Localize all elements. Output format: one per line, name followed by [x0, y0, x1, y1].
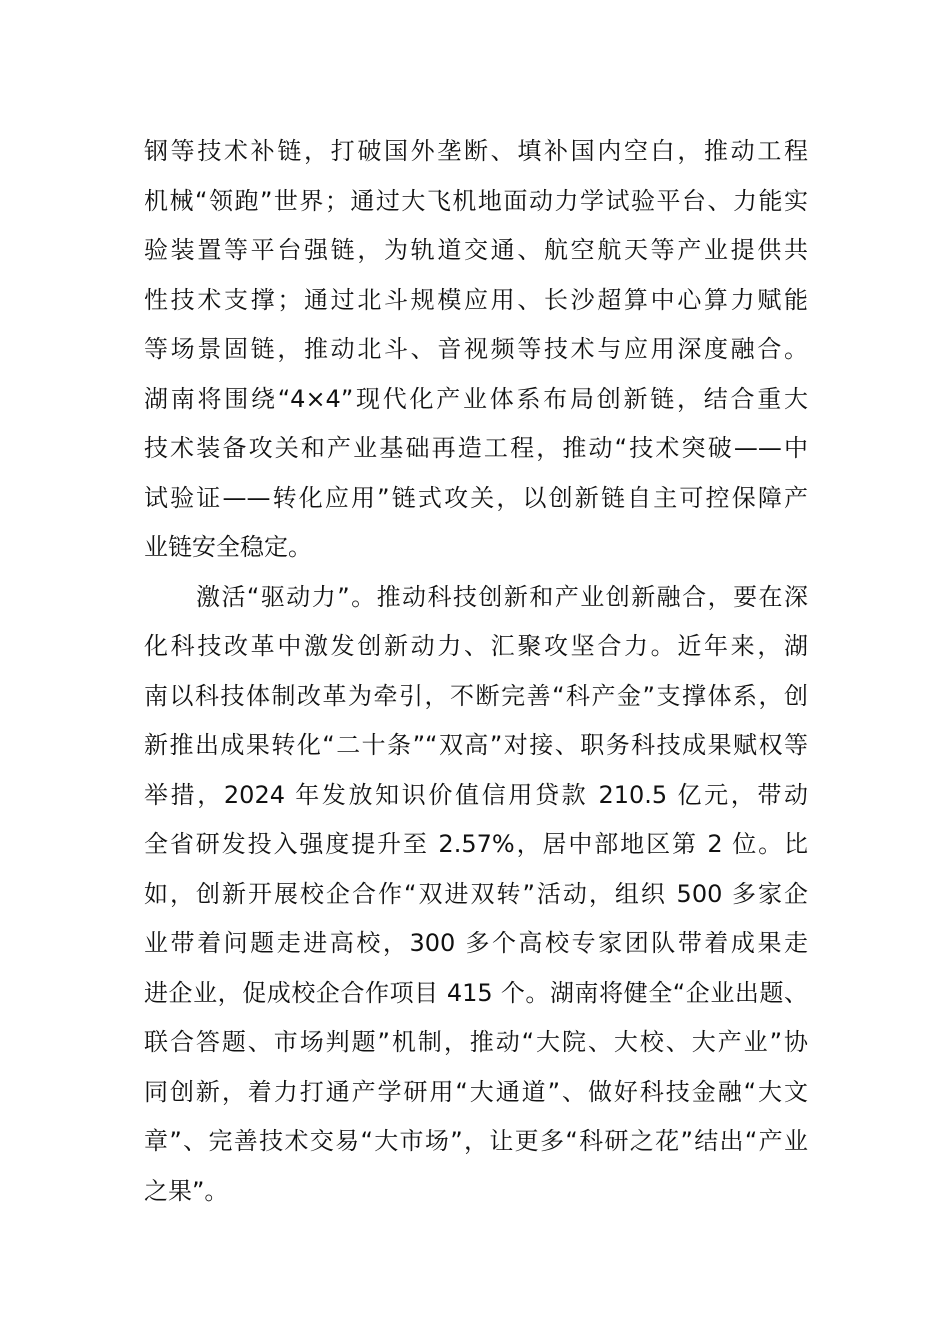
text-line: 全省研发投入强度提升至 2.57%，居中部地区第 2 位。比	[144, 830, 808, 858]
text-line: 技术装备攻关和产业基础再造工程，推动“技术突破——中	[144, 434, 808, 462]
text-line: 南以科技体制改革为牵引，不断完善“科产金”支撑体系，创	[144, 681, 808, 710]
text-line: 钢等技术补链，打破国外垄断、填补国内空白，推动工程	[144, 137, 808, 165]
text-line: 进企业，促成校企合作项目 415 个。湖南将健全“企业出题、	[144, 978, 808, 1007]
text-line: 同创新，着力打通产学研用“大通道”、做好科技金融“大文	[144, 1077, 808, 1106]
text-line: 验装置等平台强链，为轨道交通、航空航天等产业提供共	[144, 236, 808, 264]
text-line: 之果”。	[144, 1176, 229, 1205]
text-line: 章”、完善技术交易“大市场”，让更多“科研之花”结出“产业	[144, 1127, 808, 1155]
text-line: 如，创新开展校企合作“双进双转”活动，组织 500 多家企	[144, 879, 808, 908]
text-line: 性技术支撑；通过北斗规模应用、长沙超算中心算力赋能	[144, 285, 808, 314]
text-line: 新推出成果转化“二十条”“双高”对接、职务科技成果赋权等	[144, 731, 808, 759]
text-line: 湖南将围绕“4×4”现代化产业体系布局创新链，结合重大	[144, 384, 808, 413]
text-line: 业链安全稳定。	[144, 533, 312, 561]
text-line: 等场景固链，推动北斗、音视频等技术与应用深度融合。	[144, 335, 808, 363]
paragraph-first-line: 激活“驱动力”。推动科技创新和产业创新融合，要在深	[196, 582, 808, 611]
text-line: 联合答题、市场判题”机制，推动“大院、大校、大产业”协	[144, 1028, 808, 1056]
text-line: 业带着问题走进高校，300 多个高校专家团队带着成果走	[144, 929, 808, 957]
text-line: 试验证——转化应用”链式攻关，以创新链自主可控保障产	[144, 483, 808, 512]
text-line: 化科技改革中激发创新动力、汇聚攻坚合力。近年来，湖	[144, 632, 808, 660]
text-line: 举措，2024 年发放知识价值信用贷款 210.5 亿元，带动	[144, 780, 808, 809]
text-line: 机械“领跑”世界；通过大飞机地面动力学试验平台、力能实	[144, 186, 808, 215]
body-text	[144, 127, 808, 1216]
